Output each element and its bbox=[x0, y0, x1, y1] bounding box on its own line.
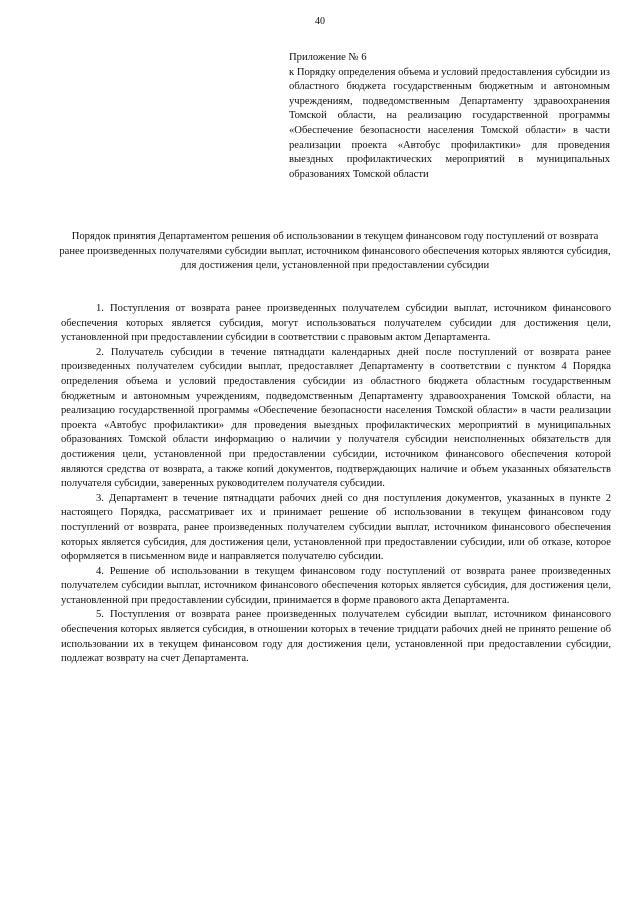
paragraph-4: 4. Решение об использовании в текущем финансовом году поступлений от возврата ранее произведенных получателем субсидии выплат, источником финансового обеспечения которых является субсидия, для достижения цели, установленной при предоставлении субсидии, принимается в форме правового акта Департамента. bbox=[61, 565, 611, 606]
appendix-title: Приложение № 6 bbox=[289, 52, 367, 63]
document-body bbox=[61, 302, 611, 667]
paragraph-5: 5. Поступления от возврата ранее произведенных получателем субсидии выплат, источником финансового обеспечения которых является субсидия, в отношении которых в течение тридцати рабочих дней не принято решение об использовании их в текущем финансовом году для достижения цели, установленной при предоставлении субсидии, подлежат возврату на счет Департамента. bbox=[61, 609, 611, 665]
appendix-reference: к Порядку определения объема и условий предоставления субсидии из областного бюджета государственным бюджетным и автономным учреждениям, подведомственным Департаменту здравоохранения Томской области, на реализацию государственной программы «Обеспечение безопасности населения Томской области» в части реализации проекта «Автобус профилактики» для проведения выездных профилактических мероприятий в муниципальных образованиях Томской области bbox=[289, 66, 610, 180]
appendix-header bbox=[289, 51, 610, 182]
paragraph-1: 1. Поступления от возврата ранее произведенных получателем субсидии выплат, источником финансового обеспечения которых является субсидия, могут использоваться получателем субсидии для достижения цели, установленной при предоставлении субсидии в соответствии с правовым актом Департамента. bbox=[61, 303, 611, 344]
document-title: Порядок принятия Департаментом решения об использовании в текущем финансовом году поступлений от возврата ранее произведенных получателями субсидии выплат, источником финансового обеспечения которых являются субсидия, для достижения цели, установленной при предоставлении субсидии bbox=[59, 231, 611, 272]
paragraph-3: 3. Департамент в течение пятнадцати рабочих дней со дня поступления документов, указанных в пункте 2 настоящего Порядка, рассматривает их и принимает решение об использовании в текущем финансовом году поступлений от возврата, ранее произведенных получателем субсидии выплат, источником финансового обеспечения которых является субсидия, для достижения цели, установленной при предоставлении субсидии, или об отказе, которое оформляется в письменном виде и направляется получателю субсидии. bbox=[61, 492, 611, 563]
paragraph-2: 2. Получатель субсидии в течение пятнадцати календарных дней после поступлений от возврата ранее произведенных получателем субсидии выплат, предоставляет Департаменту в соответствии с пунктом 4 Порядка определения объема и условий предоставления субсидии из областного бюджета областным государственным бюджетным и автономным учреждениям, подведомственным Департаменту здравоохранения Томской области, на реализацию государственной программы «Обеспечение безопасности населения Томской области» в части реализации проекта «Автобус профилактики» для проведения выездных профилактических мероприятий в муниципальных образованиях Томской области информацию о наличии у получателя субсидии неисполненных обязательств для достижения цели, установленной при предоставлении субсидии, источником финансового обеспечения которой являются средства от возврата, а также копий документов, подтверждающих наличие и объем указанных обязательств получателя субсидии, заверенных руководителем получателя субсидии. bbox=[61, 346, 611, 490]
page-number: 40 bbox=[315, 16, 325, 27]
